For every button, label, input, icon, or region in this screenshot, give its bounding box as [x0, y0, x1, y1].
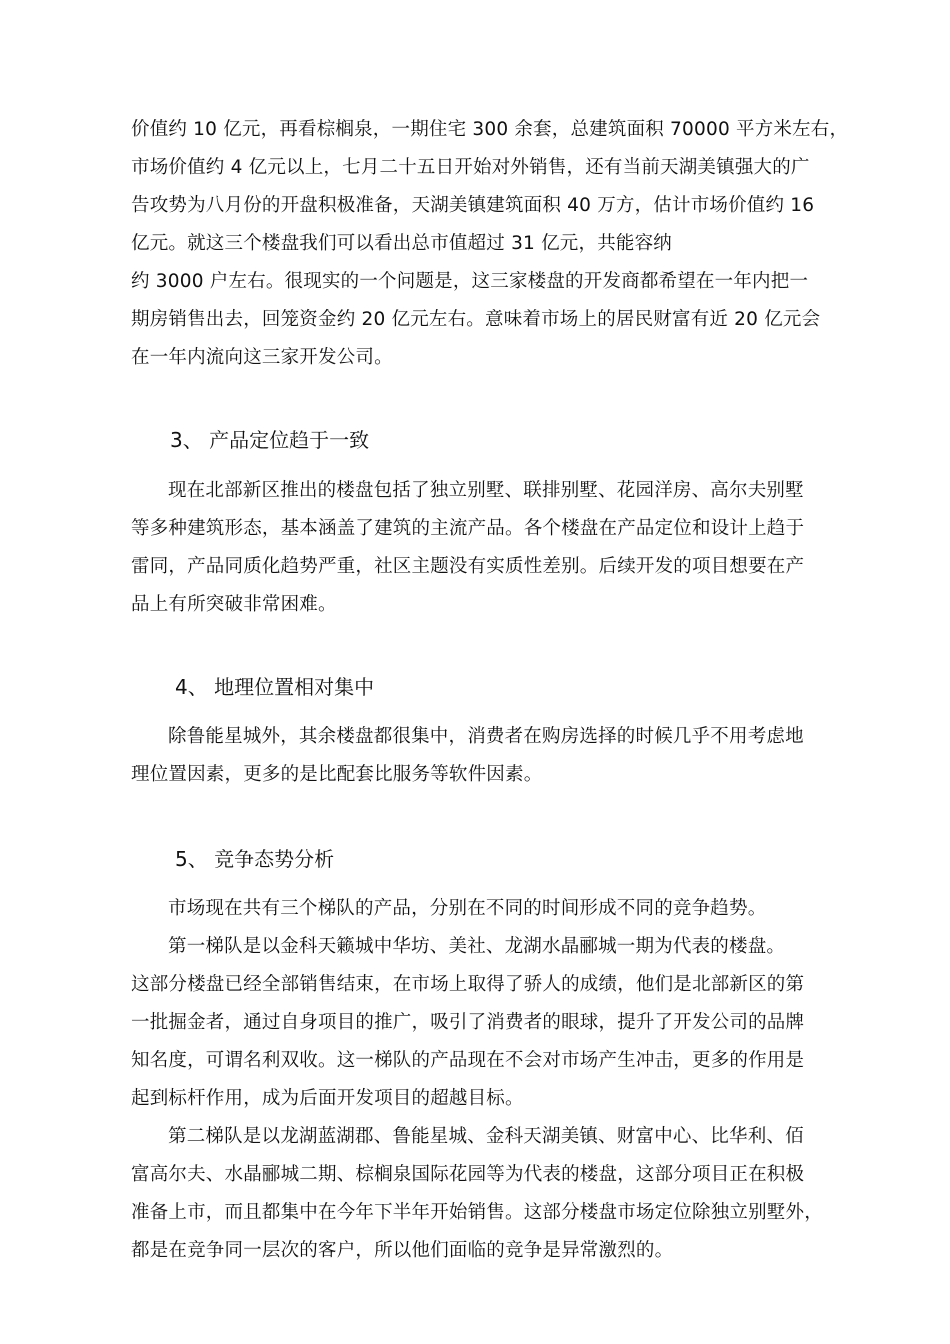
section-4-line: 除鲁能星城外，其余楼盘都很集中，消费者在购房选择的时候几乎不用考虑地: [168, 726, 804, 747]
section-3-line: 雷同，产品同质化趋势严重，社区主题没有实质性差别。后续开发的项目想要在产: [131, 556, 805, 577]
intro-line: 告攻势为八月份的开盘积极准备，天湖美镇建筑面积 40 万方，估计市场价值约 16: [131, 195, 815, 216]
section-3-line: 等多种建筑形态，基本涵盖了建筑的主流产品。各个楼盘在产品定位和设计上趋于: [131, 518, 805, 539]
section-5-paragraph-3-line: 准备上市，而且都集中在今年下半年开始销售。这部分楼盘市场定位除独立别墅外，: [131, 1202, 823, 1223]
section-5-paragraph-3-line: 富高尔夫、水晶郦城二期、棕榈泉国际花园等为代表的楼盘，这部分项目正在积极: [131, 1164, 805, 1185]
intro-line: 约 3000 户左右。很现实的一个问题是，这三家楼盘的开发商都希望在一年内把一: [131, 271, 809, 292]
section-5-paragraph-2-line: 这部分楼盘已经全部销售结束，在市场上取得了骄人的成绩，他们是北部新区的第: [131, 974, 805, 995]
section-3-line: 现在北部新区推出的楼盘包括了独立别墅、联排别墅、花园洋房、高尔夫别墅: [168, 480, 804, 501]
section-4-heading: 4、 地理位置相对集中: [175, 675, 375, 699]
intro-line: 价值约 10 亿元，再看棕榈泉，一期住宅 300 余套，总建筑面积 70000 平方米左右，: [131, 119, 849, 140]
section-5-heading: 5、 竞争态势分析: [175, 847, 335, 871]
section-5-paragraph-2-line: 知名度，可谓名利双收。这一梯队的产品现在不会对市场产生冲击，更多的作用是: [131, 1050, 805, 1071]
section-5-paragraph-1: 市场现在共有三个梯队的产品，分别在不同的时间形成不同的竞争趋势。: [168, 898, 767, 919]
section-5-paragraph-2-line: 一批掘金者，通过自身项目的推广，吸引了消费者的眼球，提升了开发公司的品牌: [131, 1012, 805, 1033]
section-5-paragraph-3-line: 都是在竞争同一层次的客户，所以他们面临的竞争是异常激烈的。: [131, 1240, 674, 1261]
intro-line: 期房销售出去，回笼资金约 20 亿元左右。意味着市场上的居民财富有近 20 亿元会: [131, 309, 821, 330]
intro-line: 市场价值约 4 亿元以上，七月二十五日开始对外销售，还有当前天湖美镇强大的广: [131, 157, 810, 178]
section-4-line: 理位置因素，更多的是比配套比服务等软件因素。: [131, 764, 543, 785]
section-5-paragraph-3-line: 第二梯队是以龙湖蓝湖郡、鲁能星城、金科天湖美镇、财富中心、比华利、佰: [168, 1126, 804, 1147]
intro-line: 在一年内流向这三家开发公司。: [131, 347, 393, 368]
section-5-paragraph-2-line: 起到标杆作用，成为后面开发项目的超越目标。: [131, 1088, 524, 1109]
intro-line: 亿元。就这三个楼盘我们可以看出总市值超过 31 亿元，共能容纳: [131, 233, 673, 254]
section-3-heading: 3、 产品定位趋于一致: [170, 428, 370, 452]
section-5-paragraph-2-line: 第一梯队是以金科天籁城中华坊、美社、龙湖水晶郦城一期为代表的楼盘。: [168, 936, 786, 957]
section-3-line: 品上有所突破非常困难。: [131, 594, 337, 615]
